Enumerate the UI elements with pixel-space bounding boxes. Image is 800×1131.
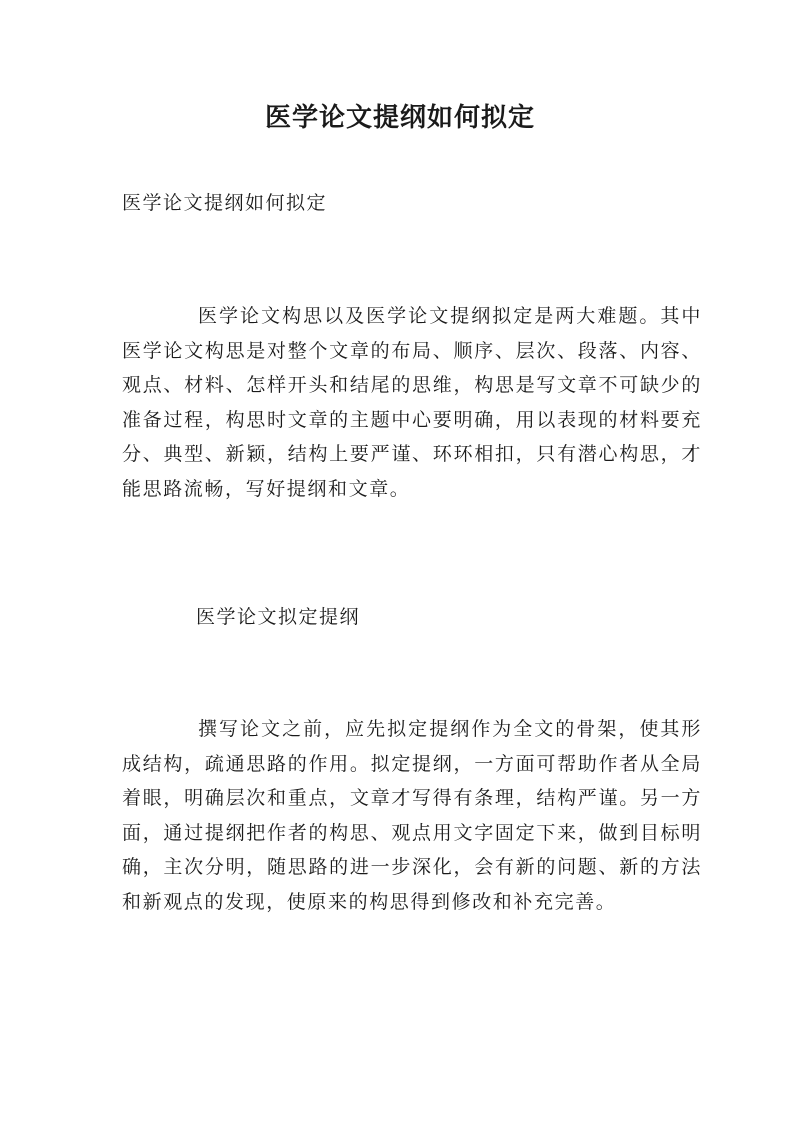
document-subtitle: 医学论文提纲如何拟定 (122, 192, 328, 214)
paragraph-outline: 撰写论文之前，应先拟定提纲作为全文的骨架，使其形成结构，疏通思路的作用。拟定提纲，一方面可帮助作者从全局着眼，明确层次和重点，文章才写得有条理，结构严谨。另一方面，通过提纲把作者的构思、观点用文字固定下来，做到目标明确，主次分明，随思路的进一步深化，会有新的问题、新的方法和新观点的发现，使原来的构思得到修改和补充完善。 (122, 718, 702, 913)
section-heading: 医学论文拟定提纲 (196, 606, 361, 628)
document-title: 医学论文提纲如何拟定 (264, 103, 535, 133)
paragraph-intro: 医学论文构思以及医学论文提纲拟定是两大难题。其中医学论文构思是对整个文章的布局、顺序、层次、段落、内容、观点、材料、怎样开头和结尾的思维，构思是写文章不可缺少的准备过程，构思时文章的主题中心要明确，用以表现的材料要充分、典型、新颖，结构上要严谨、环环相扣，只有潜心构思，才能思路流畅，写好提纲和文章。 (122, 305, 702, 500)
